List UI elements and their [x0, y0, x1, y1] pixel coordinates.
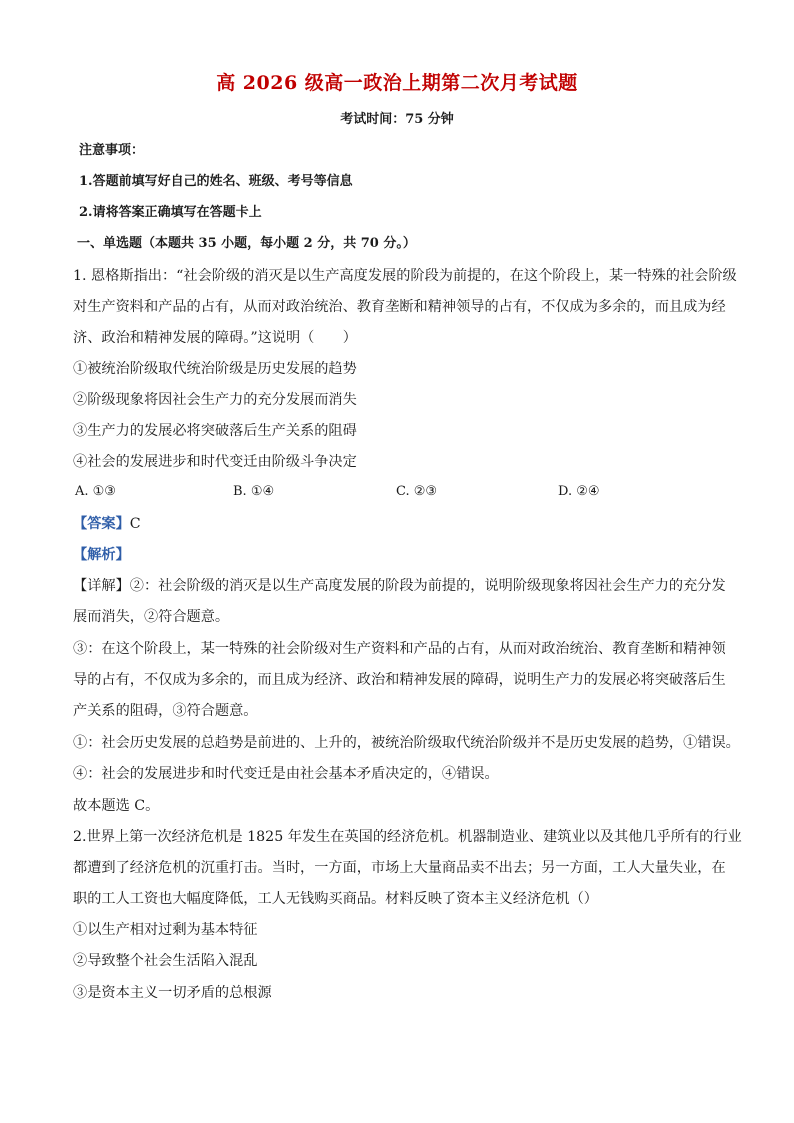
q1-analysis-line: 产关系的阻碍，③符合题意。 — [73, 703, 258, 719]
q1-option-c: C. ②③ — [396, 484, 438, 499]
q1-stem-line: 对生产资料和产品的占有，从而对政治统治、教育垄断和精神领导的占有，不仅成为多余的，而且成为经 — [73, 299, 726, 315]
q1-statement: ①被统治阶级取代统治阶级是历史发展的趋势 — [73, 361, 357, 377]
q1-option-d: D. ②④ — [558, 484, 600, 499]
analysis-tag: 【解析】 — [73, 547, 130, 563]
q1-option-a: A. ①③ — [75, 484, 116, 499]
section-heading: 一、单选题（本题共 35 小题，每小题 2 分，共 70 分。） — [77, 236, 416, 251]
q1-analysis-heading — [73, 545, 723, 565]
q2-stem-line: 都遭到了经济危机的沉重打击。当时，一方面，市场上大量商品卖不出去；另一方面，工人大量失业，在 — [73, 860, 726, 876]
q1-analysis-line — [73, 576, 726, 596]
q1-stem-line: 1. 恩格斯指出：“社会阶级的消灭是以生产高度发展的阶段为前提的，在这个阶段上，某一特殊的社会阶级 — [73, 268, 737, 284]
q2-statement: ②导致整个社会生活陷入混乱 — [73, 953, 258, 969]
q1-stem-line: 济、政治和精神发展的障碍。”这说明（ ） — [73, 330, 357, 346]
answer-value: C — [129, 516, 141, 532]
q1-statement: ③生产力的发展必将突破落后生产关系的阻碍 — [73, 423, 357, 439]
exam-title: 高 2026 级高一政治上期第二次月考试题 — [216, 72, 578, 94]
q2-stem-line: 职的工人工资也大幅度降低，工人无钱购买商品。材料反映了资本主义经济危机（） — [73, 891, 598, 907]
q1-statement: ④社会的发展进步和时代变迁由阶级斗争决定 — [73, 454, 357, 470]
notice-heading: 注意事项： — [79, 143, 145, 158]
q1-analysis-line: 展而消失，②符合题意。 — [73, 609, 230, 625]
q1-analysis-line: 导的占有，不仅成为多余的，而且成为经济、政治和精神发展的障碍，说明生产力的发展必将突破落后生 — [73, 672, 726, 688]
notice-item: 2.请将答案正确填写在答题卡上 — [79, 205, 262, 220]
q2-statement: ①以生产相对过剩为基本特征 — [73, 922, 258, 938]
q1-analysis-line: ①：社会历史发展的总趋势是前进的、上升的，被统治阶级取代统治阶级并不是历史发展的趋势，①错误。 — [73, 735, 740, 751]
q1-analysis-line: ④：社会的发展进步和时代变迁是由社会基本矛盾决定的，④错误。 — [73, 766, 499, 782]
analysis-text: ②：社会阶级的消灭是以生产高度发展的阶段为前提的，说明阶级现象将因社会生产力的充分发 — [129, 578, 726, 594]
q1-analysis-line: ③：在这个阶段上，某一特殊的社会阶级对生产资料和产品的占有，从而对政治统治、教育垄断和精神领 — [73, 641, 726, 657]
exam-time: 考试时间：75 分钟 — [340, 112, 454, 127]
q1-statement: ②阶级现象将因社会生产力的充分发展而消失 — [73, 392, 357, 408]
q1-answer — [73, 514, 723, 534]
q1-option-b: B. ①④ — [233, 484, 275, 499]
q1-analysis-line: 故本题选 C。 — [73, 798, 160, 814]
q2-stem-line: 2.世界上第一次经济危机是 1825 年发生在英国的经济危机。机器制造业、建筑业以及其他几乎所有的行业 — [73, 829, 742, 845]
notice-item: 1.答题前填写好自己的姓名、班级、考号等信息 — [79, 174, 353, 189]
answer-tag: 【答案】 — [73, 516, 130, 532]
detail-tag: 【详解】 — [73, 578, 130, 594]
q2-statement: ③是资本主义一切矛盾的总根源 — [73, 985, 272, 1001]
